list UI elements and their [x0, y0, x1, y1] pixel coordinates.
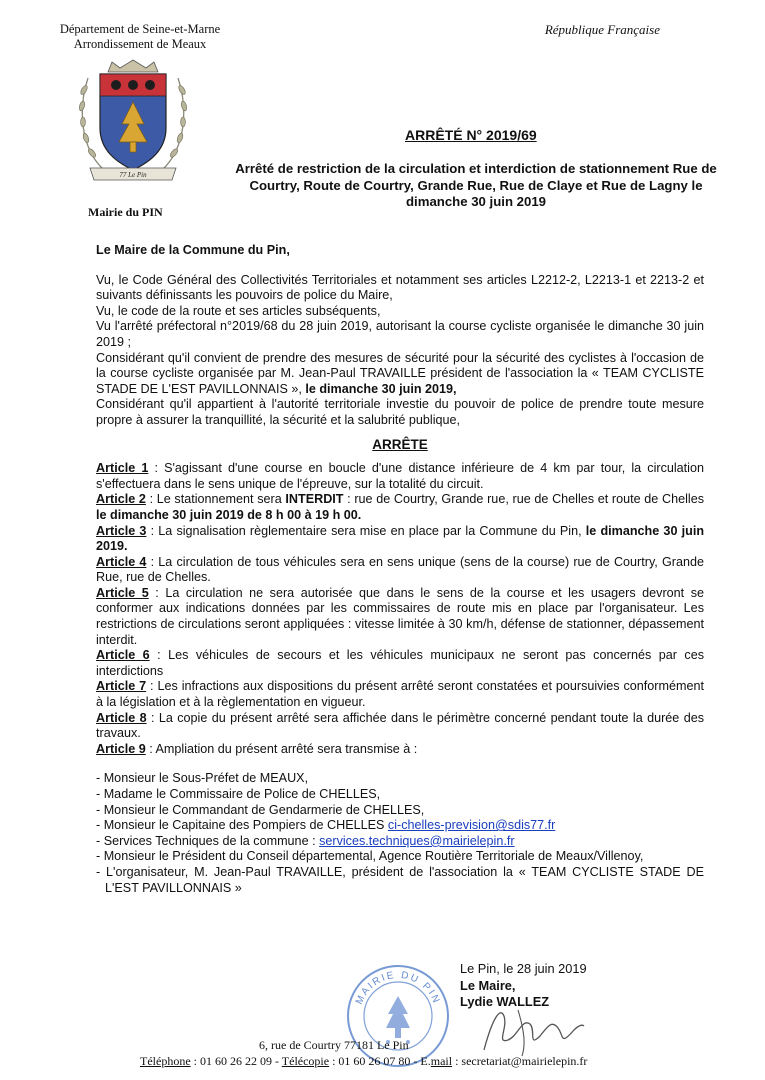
department-name: Département de Seine-et-Marne: [59, 22, 221, 36]
arrete-number: ARRÊTÉ N° 2019/69: [405, 127, 537, 143]
article-9-text: : Ampliation du présent arrêté sera transmise à :: [145, 741, 418, 756]
recipient-text: - Monsieur le Capitaine des Pompiers de CHELLES: [96, 818, 388, 833]
article-3-text: : La signalisation règlementaire sera mise en place par la Commune du Pin,: [146, 523, 586, 538]
recipient-list: [96, 771, 704, 896]
article-7-text: : Les infractions aux dispositions du présent arrêté seront constatées et poursuivies conformément à la législation et à la règlementation en vigueur.: [96, 679, 704, 710]
article-3-label: Article 3: [96, 523, 147, 538]
article-8: [96, 711, 704, 742]
vu-clause-2: Vu, le code de la route et ses articles subséquents,: [96, 303, 381, 318]
article-6-text: : Les véhicules de secours et les véhicules municipaux ne seront pas concernés par ces interdictions: [96, 648, 705, 678]
pompiers-email-link[interactable]: ci-chelles-prevision@sdis77.fr: [387, 818, 556, 833]
considerant-clause-1: [96, 351, 704, 398]
vu-clause-3: Vu l'arrêté préfectoral n°2019/68 du 28 juin 2019, autorisant la course cycliste organisée le dimanche 30 juin 2019 ;: [96, 319, 704, 349]
recipient-item: - Monsieur le Président du Conseil départemental, Agence Routière Territoriale de Meaux/Villenoy,: [96, 849, 644, 864]
article-2-date: le dimanche 30 juin 2019 de 8 h 00 à 19 h 00.: [96, 507, 362, 522]
mairie-label: Mairie du PIN: [88, 205, 163, 219]
recipient-item: [96, 834, 704, 850]
article-1: [96, 461, 704, 492]
article-2: [96, 492, 704, 523]
footer-contacts: [140, 1054, 660, 1069]
article-9-label: Article 9: [96, 741, 146, 756]
footer-address: 6, rue de Courtry 77181 Le Pin: [259, 1038, 409, 1052]
recipient-item: [96, 818, 704, 834]
article-2-text-1: : Le stationnement sera: [145, 492, 286, 507]
article-5: [96, 586, 704, 648]
considerant-clause-2: Considérant qu'il appartient à l'autorité territoriale investie du pouvoir de police de prendre toute mesure propre à assurer la tranquillité, la sécurité et la salubrité publique,: [96, 397, 704, 427]
considerant-1-text: Considérant qu'il convient de prendre des mesures de sécurité pour la sécurité des cyclistes à l'occasion de la course cycliste organisée par M. Jean-Paul TRAVAILLE président de l'association la « TEAM CYCLISTE STADE DE L'EST PAVILLONNAIS »,: [96, 350, 704, 396]
fax-label: Télécopie: [281, 1054, 330, 1068]
article-3: [96, 524, 704, 555]
article-4-label: Article 4: [96, 554, 147, 569]
article-7-label: Article 7: [96, 679, 147, 694]
phone-label: Téléphone: [140, 1054, 191, 1068]
recipient-text: - Services Techniques de la commune :: [96, 833, 320, 848]
recipient-item: - Monsieur le Sous-Préfet de MEAUX,: [96, 771, 309, 786]
republic-label: République Française: [544, 22, 660, 37]
article-1-label: Article 1: [96, 461, 149, 476]
header-department: [35, 22, 245, 52]
article-8-text: : La copie du présent arrêté sera affichée dans le périmètre concerné pendant toute la durée des travaux.: [96, 710, 704, 741]
recipient-item: - L'organisateur, M. Jean-Paul TRAVAILLE, président de l'association la « TEAM CYCLISTE STADE DE L'EST PAVILLONNAIS »: [96, 864, 704, 895]
arrondissement-name: Arrondissement de Meaux: [73, 37, 207, 51]
article-9: [96, 742, 704, 758]
article-3-date: le dimanche 30 juin 2019.: [96, 523, 705, 554]
vu-clause-1: Vu, le Code Général des Collectivités Territoriales et notamment ses articles L2212-2, L2213-1 et 2213-2 et suivants définissants les pouvoirs de police du Maire,: [96, 272, 704, 303]
article-8-label: Article 8: [96, 710, 147, 725]
recipient-item: - Monsieur le Commandant de Gendarmerie de CHELLES,: [96, 802, 425, 817]
article-1-text: : S'agissant d'une course en boucle d'une distance inférieure de 4 km par tour, la circulation s'effectuera dans le sens unique de l'épreuve, sur la totalité du circuit.: [96, 461, 704, 491]
recipient-item: - Madame le Commissaire de Police de CHELLES,: [96, 787, 381, 801]
stamp-text: MAIRIE DU PIN: [353, 969, 443, 1007]
phone-number: : 01 60 26 22 09 -: [190, 1054, 282, 1068]
article-6: [96, 648, 704, 679]
article-2-label: Article 2: [96, 492, 146, 507]
footer-email[interactable]: : secretariat@mairielepin.fr: [452, 1054, 588, 1068]
handwritten-signature: [478, 1000, 588, 1060]
article-5-text: : La circulation ne sera autorisée que dans le sens de la course et les usagers devront se conformer aux indications données par les commissaires de route mis en place par l'organisateur. Les restrictions de circulations seront appliquées : vitesse limitée à 30 km/h, défense de stationner, dépassement interdit.: [96, 585, 705, 647]
services-email-link[interactable]: services.techniques@mairielepin.fr: [319, 833, 515, 848]
article-7: [96, 679, 704, 710]
article-2-interdit: INTERDIT: [285, 492, 344, 507]
article-6-label: Article 6: [96, 648, 150, 663]
crest-motto: 77 Le Pin: [119, 171, 147, 179]
email-label: mail: [430, 1054, 453, 1068]
coat-of-arms-logo: [74, 58, 192, 188]
document-body: [96, 243, 704, 896]
fax-number: : 01 60 26 07 80 - E.: [329, 1054, 431, 1068]
article-2-text-2: : rue de Courtry, Grande rue, rue de Chelles et route de Chelles: [343, 492, 704, 507]
article-4: [96, 555, 704, 586]
article-5-label: Article 5: [96, 585, 149, 600]
signer-name: Lydie WALLEZ: [460, 994, 550, 1009]
article-4-text: : La circulation de tous véhicules sera en sens unique (sens de la course) rue de Courtry, Grande Rue, rue de Chelles.: [96, 554, 705, 585]
greeting: Le Maire de la Commune du Pin,: [96, 243, 290, 257]
signer-role: Le Maire,: [460, 977, 516, 993]
arrete-heading: ARRÊTE: [372, 436, 428, 452]
arrete-subtitle: Arrêté de restriction de la circulation et interdiction de stationnement Rue de Courtry, Route de Courtry, Grande Rue, Rue de Claye et Rue de Lagny le dimanche 30 juin 2019: [235, 161, 717, 209]
place-date: Le Pin, le 28 juin 2019: [460, 961, 587, 976]
considerant-1-date: le dimanche 30 juin 2019,: [305, 381, 457, 396]
